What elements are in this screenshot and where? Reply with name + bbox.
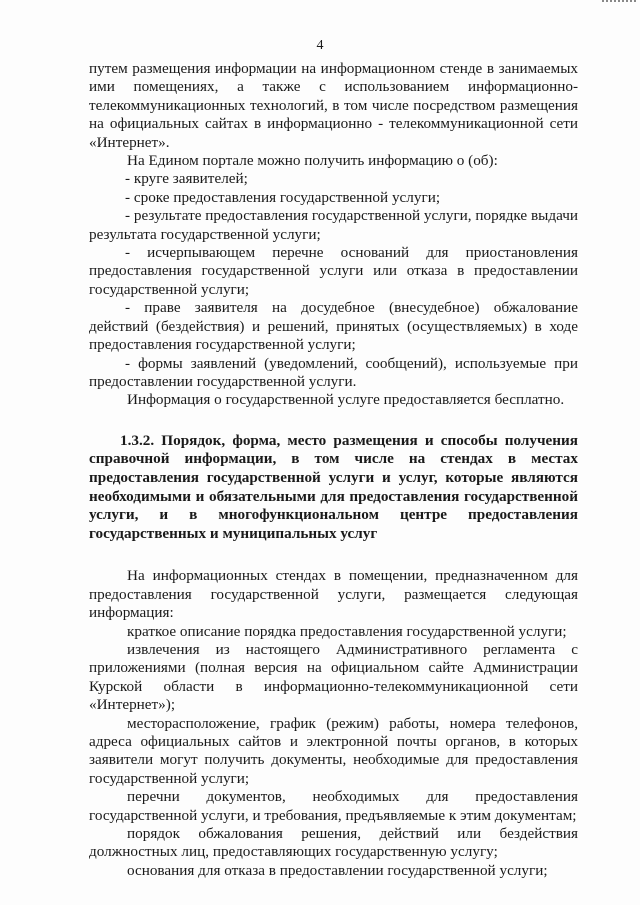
portal-item: - результате предоставления государственной услуги, порядке выдачи результата государственной услуги; [89,207,578,243]
intro-paragraph: путем размещения информации на информационном стенде в занимаемых ими помещениях, а также с использованием информационно-телекоммуникационных технологий, в том числе посредством размещения на официальных сайтах в информационно - телекоммуникационной сети «Интернет». [89,60,578,151]
stand-item: месторасположение, график (режим) работы, номера телефонов, адреса официальных сайтов и электронной почты органов, в которых заявители могут получить документы, необходимые для предоставления государственной услуги; [89,714,578,787]
section-heading: 1.3.2. Порядок, форма, место размещения и способы получения справочной информации, в том числе на стендах в местах предоставления государственной услуги и услуг, которые являются необходимыми и обязательными для предоставления государственной услуги, и в многофункциональном центре предоставления государственных и муниципальных услуг [89,431,578,542]
stand-intro: На информационных стендах в помещении, предназначенном для предоставления государственной услуги, размещается следующая информация: [89,567,578,622]
portal-item: - сроке предоставления государственной услуги; [125,188,441,206]
document-body [89,60,578,880]
portal-intro: На Едином портале можно получить информацию о (об): [127,152,498,170]
free-of-charge-note: Информация о государственной услуге предоставляется бесплатно. [127,391,565,409]
portal-item: - формы заявлений (уведомлений, сообщений), используемые при предоставлении государственной услуги. [89,354,578,390]
stand-item: основания для отказа в предоставлении государственной услуги; [127,861,548,879]
portal-item: - круге заявителей; [125,170,248,188]
stand-item: краткое описание порядка предоставления государственной услуги; [127,622,567,640]
spacer [89,543,578,567]
portal-item: - исчерпывающем перечне оснований для приостановления предоставления государственной услуги или отказа в предоставлении государственной услуги; [89,244,578,298]
stand-item: порядок обжалования решения, действий или бездействия должностных лиц, предоставляющих государственную услугу; [89,824,578,861]
stand-item: перечни документов, необходимых для предоставления государственной услуги, и требования, предъявляемые к этим документам; [89,788,578,824]
scan-corner-mark [602,0,636,6]
stand-item: извлечения из настоящего Административного регламента с приложениями (полная версия на официальном сайте Администрации Курской области в информационно-телекоммуникационной сети «Интернет»); [89,640,578,714]
portal-item: - праве заявителя на досудебное (внесудебное) обжалование действий (бездействия) и решений, принятых (осуществляемых) в ходе предоставления государственной услуги; [89,299,578,354]
page-number: 4 [316,38,324,53]
